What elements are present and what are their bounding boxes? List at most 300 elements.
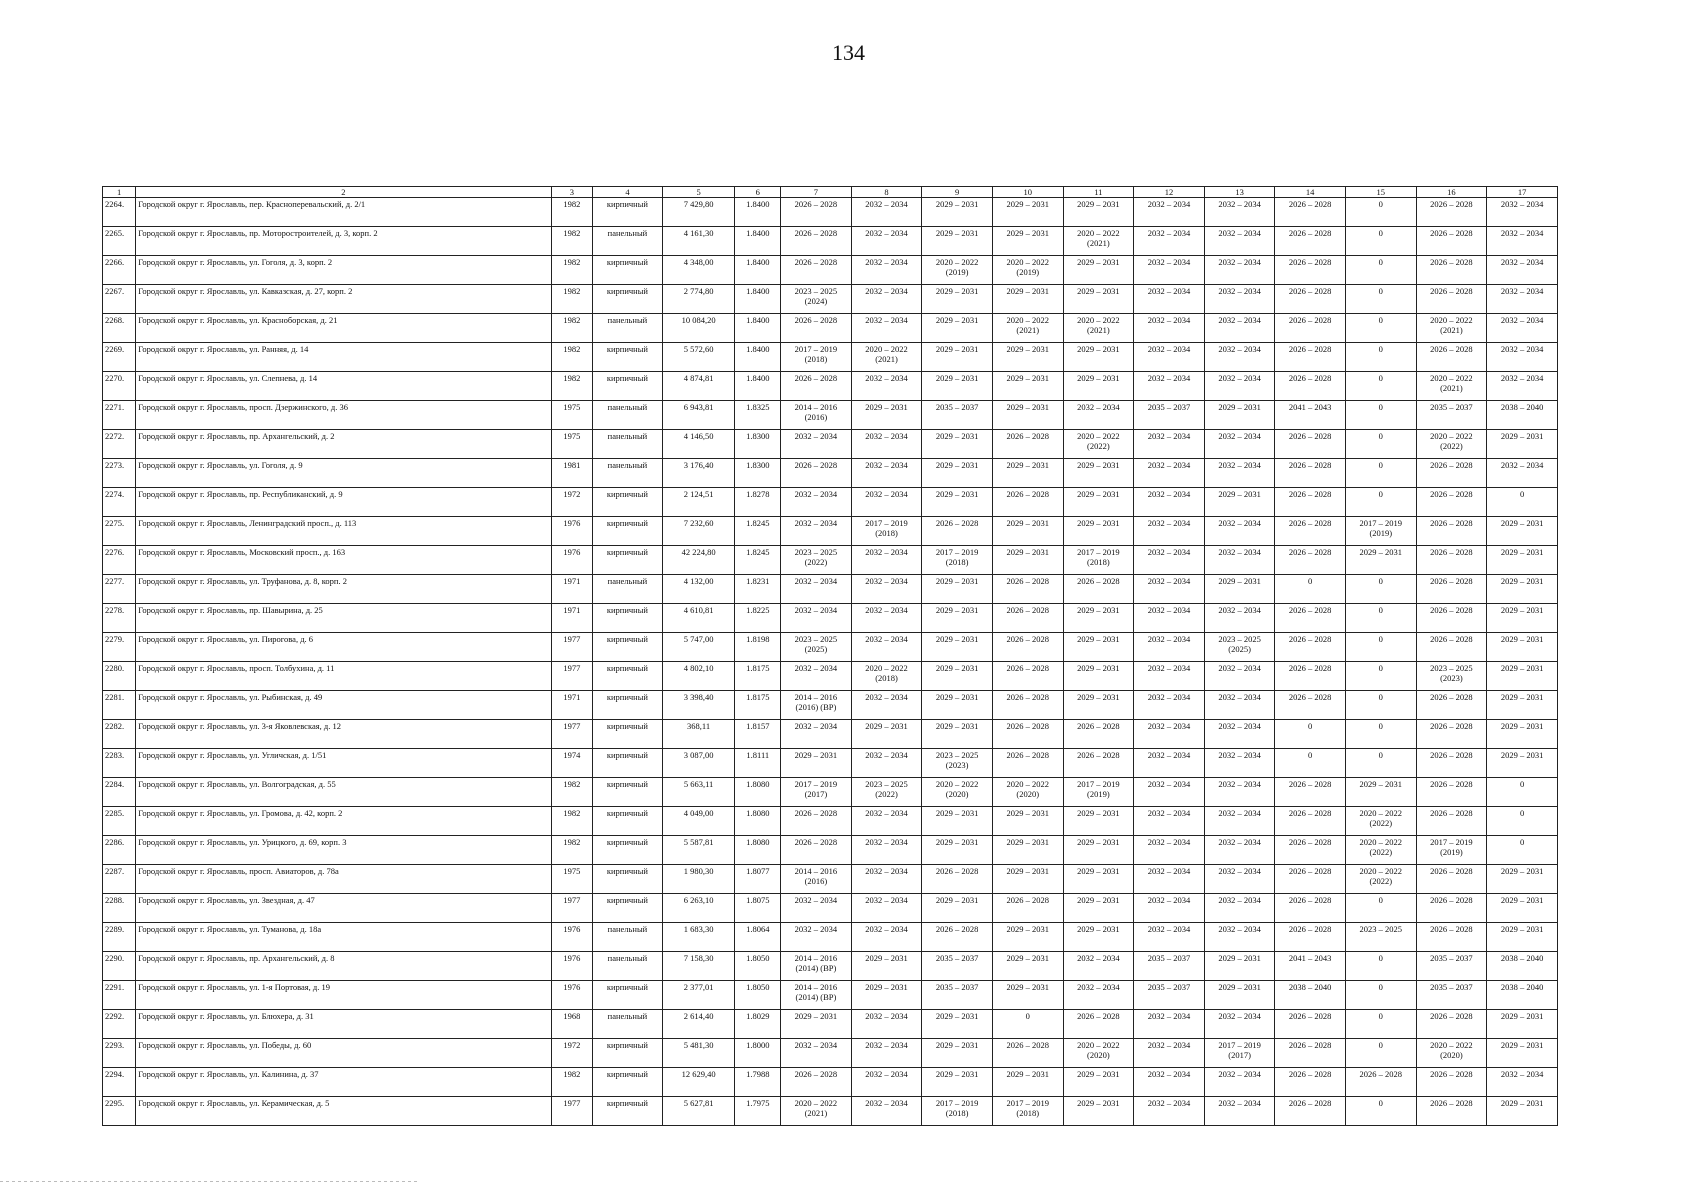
table-cell: 2029 – 2031 xyxy=(1063,923,1134,952)
table-cell: 2032 – 2034 xyxy=(1204,691,1275,720)
table-cell: 2029 – 2031 xyxy=(922,343,993,372)
table-cell: 2032 – 2034 xyxy=(1487,343,1558,372)
table-cell: 2029 – 2031 xyxy=(922,372,993,401)
table-cell: 1.8080 xyxy=(735,807,781,836)
table-cell: 2026 – 2028 xyxy=(992,430,1063,459)
table-row xyxy=(103,778,1558,807)
table-cell: 2032 – 2034 xyxy=(851,488,922,517)
table-cell: 2032 – 2034 xyxy=(1134,227,1205,256)
table-cell: 2032 – 2034 xyxy=(851,1039,922,1068)
table-cell: 2032 – 2034 xyxy=(1487,1068,1558,1097)
row-number-cell: 2275. xyxy=(103,517,136,546)
table-cell: 2032 – 2034 xyxy=(851,894,922,923)
table-cell: 2026 – 2028 xyxy=(1275,807,1346,836)
table-cell: 5 572,60 xyxy=(662,343,735,372)
table-cell: 0 xyxy=(1345,285,1416,314)
table-cell: 2029 – 2031 xyxy=(922,1010,993,1039)
table-cell: панельный xyxy=(593,952,663,981)
table-cell: 2026 – 2028 xyxy=(1275,1068,1346,1097)
table-cell: 2017 – 2019 (2018) xyxy=(922,1097,993,1126)
column-number-header: 3 xyxy=(551,187,593,198)
table-cell: 2026 – 2028 xyxy=(1275,604,1346,633)
table-row xyxy=(103,372,1558,401)
column-number-header: 14 xyxy=(1275,187,1346,198)
table-cell: 2029 – 2031 xyxy=(1063,662,1134,691)
table-cell: 1982 xyxy=(551,198,593,227)
table-cell: 7 158,30 xyxy=(662,952,735,981)
table-cell: 2 614,40 xyxy=(662,1010,735,1039)
address-cell: Городской округ г. Ярославль, ул. Звездная, д. 47 xyxy=(136,894,551,923)
table-cell: 12 629,40 xyxy=(662,1068,735,1097)
address-cell: Городской округ г. Ярославль, ул. Угличская, д. 1/51 xyxy=(136,749,551,778)
table-cell: 7 232,60 xyxy=(662,517,735,546)
table-cell: 2029 – 2031 xyxy=(1063,894,1134,923)
table-cell: 2029 – 2031 xyxy=(922,314,993,343)
table-cell: 2029 – 2031 xyxy=(992,343,1063,372)
table-cell: 2029 – 2031 xyxy=(992,401,1063,430)
table-cell: 0 xyxy=(1345,314,1416,343)
table-cell: 2026 – 2028 xyxy=(1416,894,1487,923)
table-cell: 1.8300 xyxy=(735,430,781,459)
address-cell: Городской округ г. Ярославль, ул. Гоголя, д. 9 xyxy=(136,459,551,488)
address-cell: Городской округ г. Ярославль, ул. Пирогова, д. 6 xyxy=(136,633,551,662)
table-cell: 2026 – 2028 xyxy=(1416,546,1487,575)
table-cell: 2029 – 2031 xyxy=(922,1068,993,1097)
table-cell: 0 xyxy=(1487,778,1558,807)
table-cell: 3 398,40 xyxy=(662,691,735,720)
table-cell: 2032 – 2034 xyxy=(1204,807,1275,836)
table-cell: 0 xyxy=(1345,488,1416,517)
table-cell: 2032 – 2034 xyxy=(1134,865,1205,894)
table-cell: 2026 – 2028 xyxy=(1416,1068,1487,1097)
table-cell: 2026 – 2028 xyxy=(1416,227,1487,256)
column-number-header: 16 xyxy=(1416,187,1487,198)
table-cell: 2032 – 2034 xyxy=(1134,923,1205,952)
table-cell: 2029 – 2031 xyxy=(1487,923,1558,952)
table-cell: 2029 – 2031 xyxy=(922,459,993,488)
table-cell: 2035 – 2037 xyxy=(1134,981,1205,1010)
table-cell: 4 348,00 xyxy=(662,256,735,285)
table-cell: 0 xyxy=(992,1010,1063,1039)
table-cell: 2032 – 2034 xyxy=(851,372,922,401)
table-cell: 4 874,81 xyxy=(662,372,735,401)
table-cell: 2029 – 2031 xyxy=(1487,1010,1558,1039)
table-cell: 2032 – 2034 xyxy=(851,1068,922,1097)
table-cell: 2032 – 2034 xyxy=(1134,836,1205,865)
column-number-header: 5 xyxy=(662,187,735,198)
table-cell: 2032 – 2034 xyxy=(1204,343,1275,372)
table-row xyxy=(103,488,1558,517)
table-cell: 2026 – 2028 xyxy=(1416,198,1487,227)
table-cell: 2023 – 2025 (2025) xyxy=(1204,633,1275,662)
table-cell: 2032 – 2034 xyxy=(1204,865,1275,894)
table-cell: 0 xyxy=(1345,198,1416,227)
table-cell: кирпичный xyxy=(593,1039,663,1068)
table-cell: 1.8400 xyxy=(735,256,781,285)
table-cell: панельный xyxy=(593,401,663,430)
table-cell: 2032 – 2034 xyxy=(851,256,922,285)
table-cell: 6 943,81 xyxy=(662,401,735,430)
table-cell: 2035 – 2037 xyxy=(922,952,993,981)
table-cell: 2017 – 2019 (2019) xyxy=(1345,517,1416,546)
table-cell: 2026 – 2028 xyxy=(1275,488,1346,517)
table-cell: 2032 – 2034 xyxy=(851,227,922,256)
address-cell: Городской округ г. Ярославль, ул. Громова, д. 42, корп. 2 xyxy=(136,807,551,836)
table-cell: 4 802,10 xyxy=(662,662,735,691)
table-cell: 2026 – 2028 xyxy=(992,749,1063,778)
table-cell: 1.8157 xyxy=(735,720,781,749)
table-cell: 2029 – 2031 xyxy=(1487,430,1558,459)
table-row xyxy=(103,227,1558,256)
table-cell: 1.8064 xyxy=(735,923,781,952)
table-cell: 2029 – 2031 xyxy=(922,285,993,314)
table-cell: 1.8050 xyxy=(735,981,781,1010)
table-cell: 2032 – 2034 xyxy=(1204,372,1275,401)
column-number-header: 10 xyxy=(992,187,1063,198)
table-cell: 1.7988 xyxy=(735,1068,781,1097)
table-cell: 2032 – 2034 xyxy=(1134,720,1205,749)
table-cell: 2032 – 2034 xyxy=(851,1097,922,1126)
table-cell: 2032 – 2034 xyxy=(851,807,922,836)
table-cell: 1.8400 xyxy=(735,198,781,227)
table-cell: 2029 – 2031 xyxy=(922,807,993,836)
table-cell: 2026 – 2028 xyxy=(1416,633,1487,662)
table-row xyxy=(103,546,1558,575)
table-cell: 1.8029 xyxy=(735,1010,781,1039)
address-cell: Городской округ г. Ярославль, ул. Красноборская, д. 21 xyxy=(136,314,551,343)
table-cell: 1982 xyxy=(551,836,593,865)
table-header-row xyxy=(103,187,1558,198)
table-cell: 2035 – 2037 xyxy=(1134,952,1205,981)
table-cell: 2029 – 2031 xyxy=(1487,1039,1558,1068)
table-cell: панельный xyxy=(593,1010,663,1039)
table-cell: 2026 – 2028 xyxy=(1275,256,1346,285)
table-cell: 0 xyxy=(1345,227,1416,256)
table-cell: 2032 – 2034 xyxy=(1204,430,1275,459)
address-cell: Городской округ г. Ярославль, пр. Архангельский, д. 8 xyxy=(136,952,551,981)
table-cell: 1982 xyxy=(551,227,593,256)
table-cell: 1974 xyxy=(551,749,593,778)
address-cell: Городской округ г. Ярославль, ул. Кавказская, д. 27, корп. 2 xyxy=(136,285,551,314)
table-cell: 2020 – 2022 (2020) xyxy=(992,778,1063,807)
table-cell: 2035 – 2037 xyxy=(1134,401,1205,430)
table-cell: 1976 xyxy=(551,952,593,981)
table-cell: 2017 – 2019 (2019) xyxy=(1063,778,1134,807)
table-cell: 2020 – 2022 (2018) xyxy=(851,662,922,691)
table-cell: 2032 – 2034 xyxy=(1134,778,1205,807)
row-number-cell: 2269. xyxy=(103,343,136,372)
table-cell: 2020 – 2022 (2022) xyxy=(1345,865,1416,894)
table-cell: 2026 – 2028 xyxy=(1416,256,1487,285)
table-cell: 2032 – 2034 xyxy=(1204,285,1275,314)
table-cell: 2026 – 2028 xyxy=(1275,430,1346,459)
table-cell: 2032 – 2034 xyxy=(1487,372,1558,401)
row-number-cell: 2276. xyxy=(103,546,136,575)
table-cell: 1977 xyxy=(551,720,593,749)
table-cell: 2029 – 2031 xyxy=(922,198,993,227)
table-cell: 2032 – 2034 xyxy=(1134,285,1205,314)
table-cell: 2032 – 2034 xyxy=(1204,720,1275,749)
table-cell: 2026 – 2028 xyxy=(1275,343,1346,372)
table-cell: 0 xyxy=(1345,343,1416,372)
table-cell: 2038 – 2040 xyxy=(1487,401,1558,430)
table-row xyxy=(103,256,1558,285)
table-row xyxy=(103,459,1558,488)
table-cell: кирпичный xyxy=(593,343,663,372)
table-cell: кирпичный xyxy=(593,604,663,633)
table-cell: 2032 – 2034 xyxy=(1134,343,1205,372)
table-cell: 4 132,00 xyxy=(662,575,735,604)
table-cell: 2032 – 2034 xyxy=(1204,1010,1275,1039)
table-cell: кирпичный xyxy=(593,256,663,285)
table-cell: 1976 xyxy=(551,981,593,1010)
address-cell: Городской округ г. Ярославль, Ленинградский просп., д. 113 xyxy=(136,517,551,546)
table-cell: 0 xyxy=(1275,749,1346,778)
table-cell: 2029 – 2031 xyxy=(992,1068,1063,1097)
table-cell: 2029 – 2031 xyxy=(992,517,1063,546)
table-cell: 368,11 xyxy=(662,720,735,749)
table-cell: 2029 – 2031 xyxy=(992,981,1063,1010)
table-cell: кирпичный xyxy=(593,285,663,314)
row-number-cell: 2283. xyxy=(103,749,136,778)
table-cell: 2029 – 2031 xyxy=(922,894,993,923)
row-number-cell: 2287. xyxy=(103,865,136,894)
table-cell: 2026 – 2028 xyxy=(1416,459,1487,488)
table-row xyxy=(103,517,1558,546)
table-cell: 1.8080 xyxy=(735,778,781,807)
table-cell: 1.8400 xyxy=(735,227,781,256)
table-cell: 2026 – 2028 xyxy=(1275,1097,1346,1126)
table-cell: 2032 – 2034 xyxy=(781,517,852,546)
table-cell: 2017 – 2019 (2018) xyxy=(922,546,993,575)
table-cell: 1.8231 xyxy=(735,575,781,604)
table-cell: 1982 xyxy=(551,807,593,836)
table-cell: 2026 – 2028 xyxy=(1416,517,1487,546)
table-cell: 2032 – 2034 xyxy=(1134,633,1205,662)
table-cell: 2026 – 2028 xyxy=(1275,1039,1346,1068)
address-cell: Городской округ г. Ярославль, просп. Толбухина, д. 11 xyxy=(136,662,551,691)
table-cell: 1982 xyxy=(551,314,593,343)
table-cell: 2026 – 2028 xyxy=(1416,691,1487,720)
table-cell: 2014 – 2016 (2016) xyxy=(781,401,852,430)
table-cell: 2032 – 2034 xyxy=(781,604,852,633)
table-cell: 0 xyxy=(1345,662,1416,691)
table-cell: 2020 – 2022 (2021) xyxy=(851,343,922,372)
table-cell: 0 xyxy=(1345,459,1416,488)
table-cell: 2029 – 2031 xyxy=(992,546,1063,575)
table-cell: 2032 – 2034 xyxy=(1134,604,1205,633)
table-cell: 2029 – 2031 xyxy=(1063,604,1134,633)
row-number-cell: 2278. xyxy=(103,604,136,633)
table-cell: 2020 – 2022 (2022) xyxy=(1416,430,1487,459)
table-cell: 2026 – 2028 xyxy=(1416,285,1487,314)
table-cell: 2026 – 2028 xyxy=(1416,923,1487,952)
table-cell: 2029 – 2031 xyxy=(781,1010,852,1039)
table-row xyxy=(103,1097,1558,1126)
address-cell: Городской округ г. Ярославль, ул. Гоголя, д. 3, корп. 2 xyxy=(136,256,551,285)
table-cell: 2041 – 2043 xyxy=(1275,401,1346,430)
table-cell: 2020 – 2022 (2019) xyxy=(992,256,1063,285)
table-cell: 1982 xyxy=(551,343,593,372)
table-cell: 2032 – 2034 xyxy=(781,430,852,459)
table-cell: 1.8225 xyxy=(735,604,781,633)
table-cell: 2023 – 2025 (2024) xyxy=(781,285,852,314)
table-cell: 0 xyxy=(1275,575,1346,604)
table-cell: 2020 – 2022 (2019) xyxy=(922,256,993,285)
table-cell: кирпичный xyxy=(593,720,663,749)
column-number-header: 15 xyxy=(1345,187,1416,198)
table-cell: 2014 – 2016 (2016) xyxy=(781,865,852,894)
table-cell: 2029 – 2031 xyxy=(1063,691,1134,720)
table-cell: 2026 – 2028 xyxy=(1275,517,1346,546)
table-cell: 0 xyxy=(1345,372,1416,401)
table-row xyxy=(103,343,1558,372)
table-cell: 2032 – 2034 xyxy=(1204,749,1275,778)
table-cell: 2032 – 2034 xyxy=(1487,314,1558,343)
table-cell: 2029 – 2031 xyxy=(1487,662,1558,691)
table-cell: кирпичный xyxy=(593,807,663,836)
table-cell: 2032 – 2034 xyxy=(1204,459,1275,488)
table-cell: 2029 – 2031 xyxy=(992,865,1063,894)
table-cell: 2032 – 2034 xyxy=(1134,691,1205,720)
table-cell: 2026 – 2028 xyxy=(992,1039,1063,1068)
table-cell: 2029 – 2031 xyxy=(922,227,993,256)
table-cell: 2032 – 2034 xyxy=(851,198,922,227)
table-cell: 2020 – 2022 (2021) xyxy=(1416,314,1487,343)
address-cell: Городской округ г. Ярославль, ул. Урицкого, д. 69, корп. 3 xyxy=(136,836,551,865)
table-cell: кирпичный xyxy=(593,836,663,865)
table-cell: 2032 – 2034 xyxy=(1134,575,1205,604)
table-cell: 5 627,81 xyxy=(662,1097,735,1126)
table-cell: 1.8400 xyxy=(735,285,781,314)
table-cell: 1.8400 xyxy=(735,314,781,343)
table-cell: панельный xyxy=(593,227,663,256)
table-cell: 3 176,40 xyxy=(662,459,735,488)
table-cell: 2032 – 2034 xyxy=(1063,981,1134,1010)
table-cell: 2029 – 2031 xyxy=(1063,1097,1134,1126)
address-cell: Городской округ г. Ярославль, пр. Моторостроителей, д. 3, корп. 2 xyxy=(136,227,551,256)
table-cell: 2032 – 2034 xyxy=(851,1010,922,1039)
table-cell: 2029 – 2031 xyxy=(992,807,1063,836)
table-cell: 2032 – 2034 xyxy=(1204,256,1275,285)
table-cell: 2029 – 2031 xyxy=(992,285,1063,314)
table-cell: 2035 – 2037 xyxy=(922,981,993,1010)
table-cell: панельный xyxy=(593,459,663,488)
table-cell: 2029 – 2031 xyxy=(922,662,993,691)
table-cell: 1 683,30 xyxy=(662,923,735,952)
table-cell: 2029 – 2031 xyxy=(992,459,1063,488)
table-cell: 1972 xyxy=(551,488,593,517)
table-cell: 1.8075 xyxy=(735,894,781,923)
table-cell: 2029 – 2031 xyxy=(922,604,993,633)
table-cell: 1975 xyxy=(551,430,593,459)
row-number-cell: 2294. xyxy=(103,1068,136,1097)
table-cell: 2032 – 2034 xyxy=(851,430,922,459)
table-cell: 2023 – 2025 (2023) xyxy=(1416,662,1487,691)
table-cell: панельный xyxy=(593,430,663,459)
table-cell: 2029 – 2031 xyxy=(1487,691,1558,720)
table-cell: 2032 – 2034 xyxy=(1487,227,1558,256)
table-row xyxy=(103,807,1558,836)
table-cell: 2029 – 2031 xyxy=(1487,575,1558,604)
table-cell: 2026 – 2028 xyxy=(1416,604,1487,633)
table-cell: 2029 – 2031 xyxy=(851,981,922,1010)
table-cell: 2032 – 2034 xyxy=(781,1039,852,1068)
table-cell: 2032 – 2034 xyxy=(1134,430,1205,459)
table-cell: 2029 – 2031 xyxy=(1204,575,1275,604)
table-cell: 2029 – 2031 xyxy=(1063,517,1134,546)
table-row xyxy=(103,1068,1558,1097)
column-number-header: 9 xyxy=(922,187,993,198)
table-cell: 1976 xyxy=(551,923,593,952)
table-cell: 1971 xyxy=(551,604,593,633)
table-cell: 2032 – 2034 xyxy=(1134,662,1205,691)
table-cell: 2020 – 2022 (2022) xyxy=(1345,836,1416,865)
table-cell: 2014 – 2016 (2014) (ВР) xyxy=(781,981,852,1010)
address-cell: Городской округ г. Ярославль, ул. Труфанова, д. 8, корп. 2 xyxy=(136,575,551,604)
table-cell: 2026 – 2028 xyxy=(781,198,852,227)
row-number-cell: 2270. xyxy=(103,372,136,401)
table-cell: 2026 – 2028 xyxy=(1416,343,1487,372)
table-cell: 1.8111 xyxy=(735,749,781,778)
table-cell: 2029 – 2031 xyxy=(992,198,1063,227)
table-cell: 1 980,30 xyxy=(662,865,735,894)
table-cell: 2020 – 2022 (2022) xyxy=(1063,430,1134,459)
table-cell: 0 xyxy=(1345,749,1416,778)
table-cell: 4 049,00 xyxy=(662,807,735,836)
address-cell: Городской округ г. Ярославль, пер. Красноперевальский, д. 2/1 xyxy=(136,198,551,227)
table-row xyxy=(103,894,1558,923)
table-cell: 2032 – 2034 xyxy=(781,720,852,749)
table-cell: 2026 – 2028 xyxy=(1275,198,1346,227)
table-cell: 2032 – 2034 xyxy=(1134,1097,1205,1126)
table-cell: панельный xyxy=(593,575,663,604)
address-cell: Городской округ г. Ярославль, ул. Волгоградская, д. 55 xyxy=(136,778,551,807)
table-cell: 2032 – 2034 xyxy=(781,575,852,604)
table-cell: 2032 – 2034 xyxy=(851,314,922,343)
table-row xyxy=(103,430,1558,459)
row-number-cell: 2284. xyxy=(103,778,136,807)
table-cell: 2032 – 2034 xyxy=(1134,1010,1205,1039)
table-cell: 2035 – 2037 xyxy=(1416,952,1487,981)
table-cell: 2032 – 2034 xyxy=(781,662,852,691)
table-cell: 2032 – 2034 xyxy=(1134,749,1205,778)
table-row xyxy=(103,633,1558,662)
column-number-header: 12 xyxy=(1134,187,1205,198)
table-cell: 2026 – 2028 xyxy=(1063,575,1134,604)
table-cell: 2026 – 2028 xyxy=(922,923,993,952)
table-cell: 42 224,80 xyxy=(662,546,735,575)
table-cell: кирпичный xyxy=(593,894,663,923)
table-cell: 2023 – 2025 (2022) xyxy=(851,778,922,807)
table-cell: 1981 xyxy=(551,459,593,488)
table-cell: 2026 – 2028 xyxy=(1275,314,1346,343)
table-cell: 1972 xyxy=(551,1039,593,1068)
table-cell: 2029 – 2031 xyxy=(922,430,993,459)
table-cell: 1.8050 xyxy=(735,952,781,981)
table-cell: 2029 – 2031 xyxy=(1063,865,1134,894)
table-cell: 1.8077 xyxy=(735,865,781,894)
table-cell: 2026 – 2028 xyxy=(922,865,993,894)
table-cell: 2038 – 2040 xyxy=(1275,981,1346,1010)
table-cell: 0 xyxy=(1345,720,1416,749)
table-cell: 1.8245 xyxy=(735,517,781,546)
table-cell: 2032 – 2034 xyxy=(1063,952,1134,981)
row-number-cell: 2279. xyxy=(103,633,136,662)
table-cell: 1.8300 xyxy=(735,459,781,488)
table-cell: кирпичный xyxy=(593,981,663,1010)
table-cell: 2032 – 2034 xyxy=(781,894,852,923)
